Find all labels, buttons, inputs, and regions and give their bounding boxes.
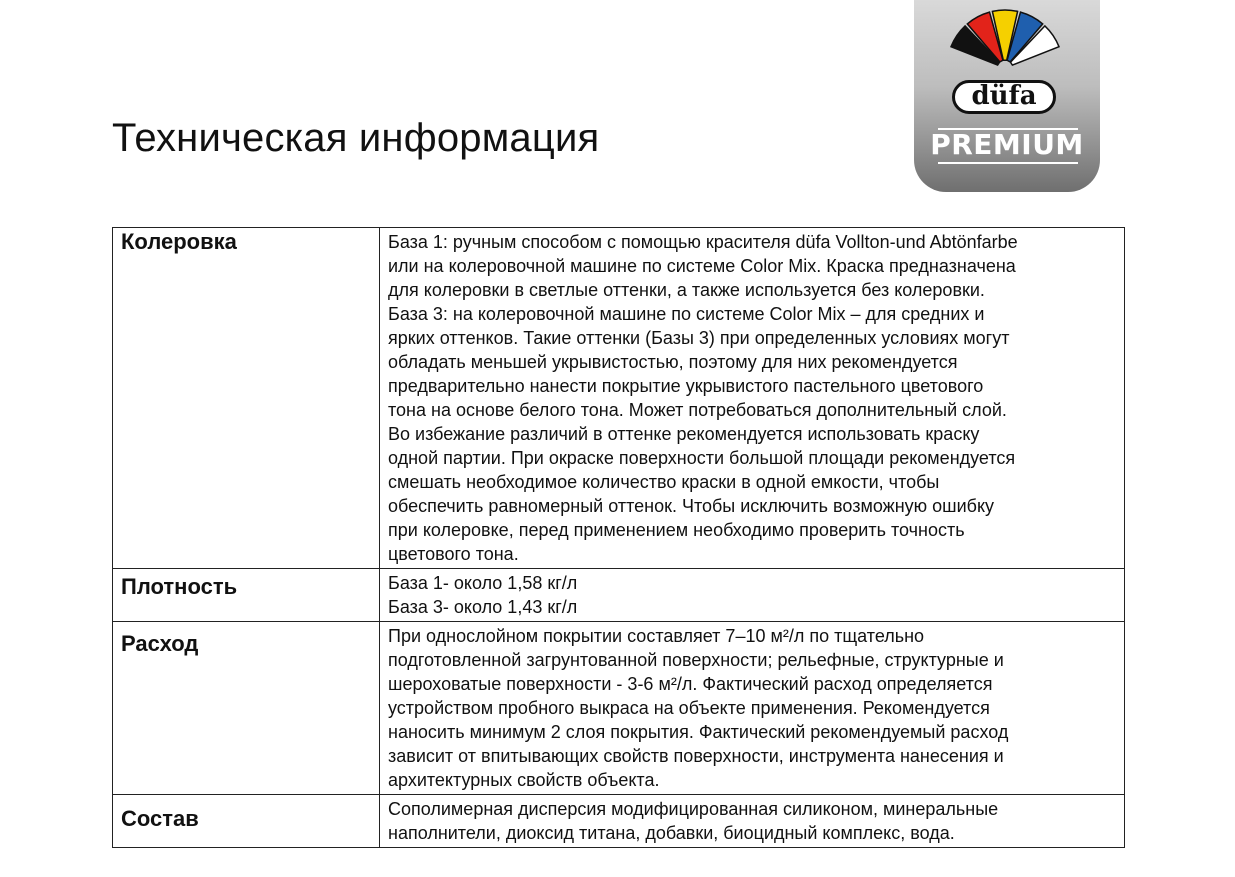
table-row	[113, 228, 1125, 569]
row-label: Расход	[113, 622, 380, 795]
row-label: Колеровка	[113, 228, 380, 569]
logo-rule-bottom	[938, 162, 1078, 164]
row-value	[380, 622, 1125, 795]
value-line: При однослойном покрытии составляет 7–10 м²/л по тщательно	[388, 626, 925, 646]
value-line: при колеровке, перед применением необходимо проверить точность	[388, 520, 965, 540]
tech-info-table	[112, 227, 1125, 848]
value-line: обеспечить равномерный оттенок. Чтобы исключить возможную ошибку	[388, 496, 995, 516]
value-line: наполнители, диоксид титана, добавки, биоцидный комплекс, вода.	[388, 823, 955, 843]
value-line: ярких оттенков. Такие оттенки (Базы 3) при определенных условиях могут	[388, 328, 1010, 348]
value-line: одной партии. При окраске поверхности большой площади рекомендуется	[388, 448, 1016, 468]
value-line: устройством пробного выкраса на объекте применения. Рекомендуется	[388, 698, 990, 718]
value-line: Сополимерная дисперсия модифицированная силиконом, минеральные	[388, 799, 999, 819]
value-line: шероховатые поверхности - 3-6 м²/л. Фактический расход определяется	[388, 674, 993, 694]
row-value	[380, 795, 1125, 848]
row-label: Состав	[113, 795, 380, 848]
value-line: цветового тона.	[388, 544, 519, 564]
value-line: смешать необходимое количество краски в одной емкости, чтобы	[388, 472, 940, 492]
value-line: Во избежание различий в оттенке рекомендуется использовать краску	[388, 424, 980, 444]
logo-brand-text: düfa	[952, 80, 1056, 114]
value-line: тона на основе белого тона. Может потребоваться дополнительный слой.	[388, 400, 1007, 420]
value-line: База 1: ручным способом с помощью красителя düfa Vollton-und Abtönfarbe	[388, 232, 1018, 252]
value-line: обладать меньшей укрывистостью, поэтому для них рекомендуется	[388, 352, 958, 372]
page-title: Техническая информация	[112, 116, 600, 160]
value-line: архитектурных свойств объекта.	[388, 770, 660, 790]
value-line: или на колеровочной машине по системе Color Mix. Краска предназначена	[388, 256, 1016, 276]
value-line: База 3- около 1,43 кг/л	[388, 597, 578, 617]
row-value	[380, 569, 1125, 622]
value-line: зависит от впитывающих свойств поверхности, инструмента нанесения и	[388, 746, 1004, 766]
value-line: подготовленной загрунтованной поверхности; рельефные, структурные и	[388, 650, 1004, 670]
row-value	[380, 228, 1125, 569]
table-row	[113, 569, 1125, 622]
value-line: наносить минимум 2 слоя покрытия. Фактический рекомендуемый расход	[388, 722, 1009, 742]
value-line: База 3: на колеровочной машине по системе Color Mix – для средних и	[388, 304, 985, 324]
row-label: Плотность	[113, 569, 380, 622]
table-row	[113, 795, 1125, 848]
logo-premium-text: PREMIUM	[930, 128, 1084, 161]
value-line: для колеровки в светлые оттенки, а также используется без колеровки.	[388, 280, 985, 300]
value-line: предварительно нанести покрытие укрывистого пастельного цветового	[388, 376, 984, 396]
table-row	[113, 622, 1125, 795]
value-line: База 1- около 1,58 кг/л	[388, 573, 578, 593]
